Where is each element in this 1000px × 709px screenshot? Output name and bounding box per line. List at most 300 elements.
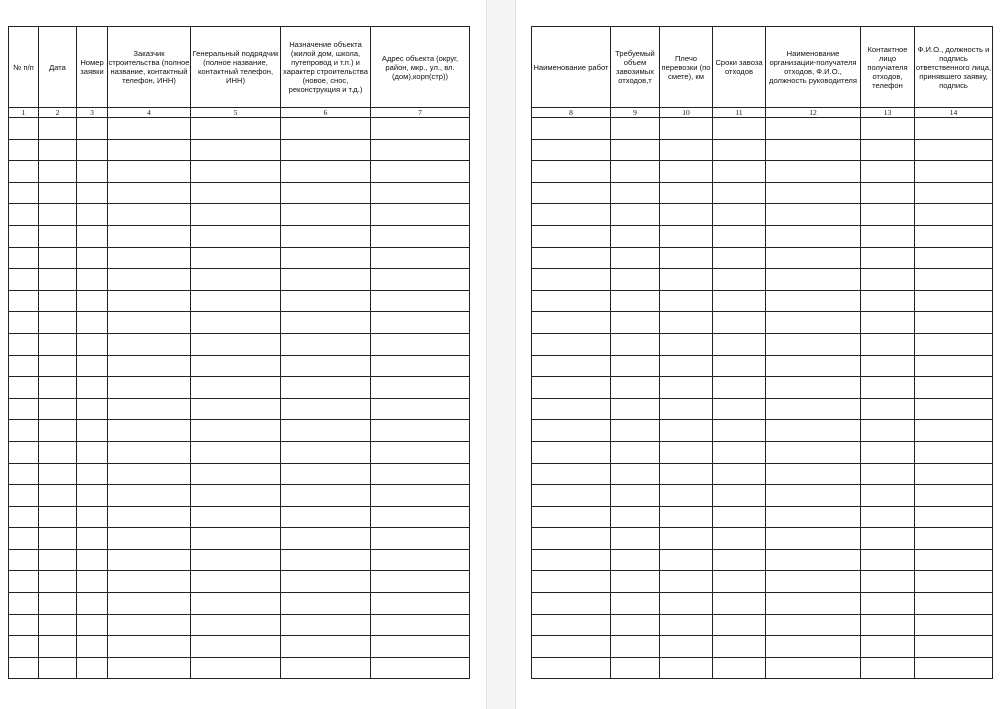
ledger-cell[interactable] bbox=[9, 657, 39, 679]
ledger-cell[interactable] bbox=[371, 571, 470, 593]
ledger-cell[interactable] bbox=[915, 528, 993, 550]
ledger-cell[interactable] bbox=[861, 139, 915, 161]
ledger-cell[interactable] bbox=[108, 269, 191, 291]
ledger-cell[interactable] bbox=[77, 355, 108, 377]
ledger-cell[interactable] bbox=[191, 377, 281, 399]
ledger-cell[interactable] bbox=[861, 118, 915, 140]
ledger-cell[interactable] bbox=[713, 593, 766, 615]
ledger-cell[interactable] bbox=[108, 528, 191, 550]
ledger-cell[interactable] bbox=[191, 636, 281, 658]
ledger-cell[interactable] bbox=[766, 204, 861, 226]
ledger-cell[interactable] bbox=[108, 333, 191, 355]
ledger-cell[interactable] bbox=[915, 225, 993, 247]
ledger-cell[interactable] bbox=[108, 441, 191, 463]
ledger-cell[interactable] bbox=[660, 161, 713, 183]
ledger-cell[interactable] bbox=[77, 485, 108, 507]
ledger-cell[interactable] bbox=[39, 657, 77, 679]
ledger-cell[interactable] bbox=[861, 420, 915, 442]
ledger-cell[interactable] bbox=[108, 485, 191, 507]
ledger-cell[interactable] bbox=[191, 398, 281, 420]
ledger-cell[interactable] bbox=[281, 312, 371, 334]
ledger-cell[interactable] bbox=[861, 441, 915, 463]
ledger-cell[interactable] bbox=[9, 118, 39, 140]
ledger-cell[interactable] bbox=[77, 614, 108, 636]
ledger-cell[interactable] bbox=[713, 333, 766, 355]
ledger-cell[interactable] bbox=[532, 636, 611, 658]
ledger-cell[interactable] bbox=[9, 355, 39, 377]
ledger-cell[interactable] bbox=[191, 225, 281, 247]
ledger-cell[interactable] bbox=[915, 571, 993, 593]
ledger-cell[interactable] bbox=[660, 614, 713, 636]
ledger-cell[interactable] bbox=[77, 593, 108, 615]
ledger-cell[interactable] bbox=[39, 593, 77, 615]
ledger-cell[interactable] bbox=[371, 161, 470, 183]
ledger-cell[interactable] bbox=[281, 636, 371, 658]
ledger-cell[interactable] bbox=[861, 290, 915, 312]
ledger-cell[interactable] bbox=[281, 161, 371, 183]
ledger-cell[interactable] bbox=[713, 549, 766, 571]
ledger-cell[interactable] bbox=[713, 377, 766, 399]
ledger-cell[interactable] bbox=[766, 139, 861, 161]
ledger-cell[interactable] bbox=[108, 463, 191, 485]
ledger-cell[interactable] bbox=[281, 377, 371, 399]
ledger-cell[interactable] bbox=[915, 420, 993, 442]
ledger-cell[interactable] bbox=[766, 506, 861, 528]
ledger-cell[interactable] bbox=[611, 204, 660, 226]
ledger-cell[interactable] bbox=[281, 204, 371, 226]
ledger-cell[interactable] bbox=[191, 269, 281, 291]
ledger-cell[interactable] bbox=[915, 549, 993, 571]
ledger-cell[interactable] bbox=[9, 463, 39, 485]
ledger-cell[interactable] bbox=[191, 355, 281, 377]
ledger-cell[interactable] bbox=[9, 398, 39, 420]
ledger-cell[interactable] bbox=[660, 377, 713, 399]
ledger-cell[interactable] bbox=[861, 312, 915, 334]
ledger-cell[interactable] bbox=[371, 139, 470, 161]
ledger-cell[interactable] bbox=[766, 182, 861, 204]
ledger-cell[interactable] bbox=[861, 528, 915, 550]
ledger-cell[interactable] bbox=[39, 463, 77, 485]
ledger-cell[interactable] bbox=[39, 420, 77, 442]
ledger-cell[interactable] bbox=[532, 355, 611, 377]
ledger-cell[interactable] bbox=[191, 549, 281, 571]
ledger-cell[interactable] bbox=[660, 571, 713, 593]
ledger-cell[interactable] bbox=[660, 182, 713, 204]
ledger-cell[interactable] bbox=[9, 139, 39, 161]
ledger-cell[interactable] bbox=[861, 571, 915, 593]
ledger-cell[interactable] bbox=[281, 657, 371, 679]
ledger-cell[interactable] bbox=[660, 204, 713, 226]
ledger-cell[interactable] bbox=[39, 506, 77, 528]
ledger-cell[interactable] bbox=[9, 377, 39, 399]
ledger-cell[interactable] bbox=[660, 118, 713, 140]
ledger-cell[interactable] bbox=[611, 139, 660, 161]
ledger-cell[interactable] bbox=[532, 485, 611, 507]
ledger-cell[interactable] bbox=[371, 118, 470, 140]
ledger-cell[interactable] bbox=[39, 182, 77, 204]
ledger-cell[interactable] bbox=[9, 161, 39, 183]
ledger-cell[interactable] bbox=[660, 290, 713, 312]
ledger-cell[interactable] bbox=[371, 506, 470, 528]
ledger-cell[interactable] bbox=[191, 118, 281, 140]
ledger-cell[interactable] bbox=[39, 355, 77, 377]
ledger-cell[interactable] bbox=[371, 333, 470, 355]
ledger-cell[interactable] bbox=[861, 355, 915, 377]
ledger-cell[interactable] bbox=[77, 549, 108, 571]
ledger-cell[interactable] bbox=[713, 139, 766, 161]
ledger-cell[interactable] bbox=[77, 636, 108, 658]
ledger-cell[interactable] bbox=[915, 485, 993, 507]
ledger-cell[interactable] bbox=[532, 161, 611, 183]
ledger-cell[interactable] bbox=[532, 312, 611, 334]
ledger-cell[interactable] bbox=[766, 528, 861, 550]
ledger-cell[interactable] bbox=[611, 657, 660, 679]
ledger-cell[interactable] bbox=[915, 269, 993, 291]
ledger-cell[interactable] bbox=[191, 485, 281, 507]
ledger-cell[interactable] bbox=[766, 549, 861, 571]
ledger-cell[interactable] bbox=[861, 593, 915, 615]
ledger-cell[interactable] bbox=[766, 333, 861, 355]
ledger-cell[interactable] bbox=[371, 247, 470, 269]
ledger-cell[interactable] bbox=[108, 657, 191, 679]
ledger-cell[interactable] bbox=[191, 657, 281, 679]
ledger-cell[interactable] bbox=[532, 657, 611, 679]
ledger-cell[interactable] bbox=[861, 269, 915, 291]
ledger-cell[interactable] bbox=[915, 593, 993, 615]
ledger-cell[interactable] bbox=[766, 355, 861, 377]
ledger-cell[interactable] bbox=[766, 290, 861, 312]
ledger-cell[interactable] bbox=[861, 204, 915, 226]
ledger-cell[interactable] bbox=[108, 549, 191, 571]
ledger-cell[interactable] bbox=[915, 118, 993, 140]
ledger-cell[interactable] bbox=[660, 549, 713, 571]
ledger-cell[interactable] bbox=[281, 398, 371, 420]
ledger-cell[interactable] bbox=[9, 225, 39, 247]
ledger-cell[interactable] bbox=[281, 225, 371, 247]
ledger-cell[interactable] bbox=[915, 355, 993, 377]
ledger-cell[interactable] bbox=[713, 657, 766, 679]
ledger-cell[interactable] bbox=[77, 398, 108, 420]
ledger-cell[interactable] bbox=[281, 485, 371, 507]
ledger-cell[interactable] bbox=[861, 333, 915, 355]
ledger-cell[interactable] bbox=[611, 463, 660, 485]
ledger-cell[interactable] bbox=[766, 571, 861, 593]
ledger-cell[interactable] bbox=[191, 204, 281, 226]
ledger-cell[interactable] bbox=[713, 355, 766, 377]
ledger-cell[interactable] bbox=[532, 549, 611, 571]
ledger-cell[interactable] bbox=[9, 204, 39, 226]
ledger-cell[interactable] bbox=[108, 377, 191, 399]
ledger-cell[interactable] bbox=[9, 636, 39, 658]
ledger-cell[interactable] bbox=[713, 182, 766, 204]
ledger-cell[interactable] bbox=[611, 225, 660, 247]
ledger-cell[interactable] bbox=[39, 571, 77, 593]
ledger-cell[interactable] bbox=[281, 506, 371, 528]
ledger-cell[interactable] bbox=[611, 333, 660, 355]
ledger-cell[interactable] bbox=[371, 204, 470, 226]
ledger-cell[interactable] bbox=[371, 398, 470, 420]
ledger-cell[interactable] bbox=[611, 441, 660, 463]
ledger-cell[interactable] bbox=[281, 290, 371, 312]
ledger-cell[interactable] bbox=[766, 485, 861, 507]
ledger-cell[interactable] bbox=[532, 269, 611, 291]
ledger-cell[interactable] bbox=[39, 636, 77, 658]
ledger-cell[interactable] bbox=[9, 182, 39, 204]
ledger-cell[interactable] bbox=[861, 247, 915, 269]
ledger-cell[interactable] bbox=[611, 355, 660, 377]
ledger-cell[interactable] bbox=[660, 528, 713, 550]
ledger-cell[interactable] bbox=[660, 593, 713, 615]
ledger-cell[interactable] bbox=[713, 269, 766, 291]
ledger-cell[interactable] bbox=[532, 463, 611, 485]
ledger-cell[interactable] bbox=[766, 398, 861, 420]
ledger-cell[interactable] bbox=[191, 593, 281, 615]
ledger-cell[interactable] bbox=[861, 549, 915, 571]
ledger-cell[interactable] bbox=[108, 355, 191, 377]
ledger-cell[interactable] bbox=[611, 182, 660, 204]
ledger-cell[interactable] bbox=[191, 441, 281, 463]
ledger-cell[interactable] bbox=[191, 182, 281, 204]
ledger-cell[interactable] bbox=[191, 571, 281, 593]
ledger-cell[interactable] bbox=[77, 269, 108, 291]
ledger-cell[interactable] bbox=[371, 657, 470, 679]
ledger-cell[interactable] bbox=[611, 377, 660, 399]
ledger-cell[interactable] bbox=[371, 420, 470, 442]
ledger-cell[interactable] bbox=[713, 636, 766, 658]
ledger-cell[interactable] bbox=[660, 398, 713, 420]
ledger-cell[interactable] bbox=[108, 312, 191, 334]
ledger-cell[interactable] bbox=[371, 182, 470, 204]
ledger-cell[interactable] bbox=[281, 571, 371, 593]
ledger-cell[interactable] bbox=[9, 420, 39, 442]
ledger-cell[interactable] bbox=[39, 549, 77, 571]
ledger-cell[interactable] bbox=[766, 593, 861, 615]
ledger-cell[interactable] bbox=[660, 355, 713, 377]
ledger-cell[interactable] bbox=[532, 528, 611, 550]
ledger-cell[interactable] bbox=[281, 247, 371, 269]
ledger-cell[interactable] bbox=[39, 614, 77, 636]
ledger-cell[interactable] bbox=[9, 549, 39, 571]
ledger-cell[interactable] bbox=[915, 377, 993, 399]
ledger-cell[interactable] bbox=[191, 290, 281, 312]
ledger-cell[interactable] bbox=[281, 614, 371, 636]
ledger-cell[interactable] bbox=[861, 161, 915, 183]
ledger-cell[interactable] bbox=[9, 441, 39, 463]
ledger-cell[interactable] bbox=[766, 225, 861, 247]
ledger-cell[interactable] bbox=[371, 377, 470, 399]
ledger-cell[interactable] bbox=[9, 614, 39, 636]
ledger-cell[interactable] bbox=[108, 290, 191, 312]
ledger-cell[interactable] bbox=[191, 614, 281, 636]
ledger-cell[interactable] bbox=[861, 463, 915, 485]
ledger-cell[interactable] bbox=[766, 441, 861, 463]
ledger-cell[interactable] bbox=[611, 571, 660, 593]
ledger-cell[interactable] bbox=[371, 269, 470, 291]
ledger-cell[interactable] bbox=[281, 463, 371, 485]
ledger-cell[interactable] bbox=[766, 463, 861, 485]
ledger-cell[interactable] bbox=[39, 290, 77, 312]
ledger-cell[interactable] bbox=[766, 312, 861, 334]
ledger-cell[interactable] bbox=[371, 485, 470, 507]
ledger-cell[interactable] bbox=[660, 657, 713, 679]
ledger-cell[interactable] bbox=[611, 506, 660, 528]
ledger-cell[interactable] bbox=[108, 118, 191, 140]
ledger-cell[interactable] bbox=[861, 614, 915, 636]
ledger-cell[interactable] bbox=[713, 118, 766, 140]
ledger-cell[interactable] bbox=[660, 225, 713, 247]
ledger-cell[interactable] bbox=[713, 225, 766, 247]
ledger-cell[interactable] bbox=[39, 139, 77, 161]
ledger-cell[interactable] bbox=[915, 441, 993, 463]
ledger-cell[interactable] bbox=[915, 139, 993, 161]
ledger-cell[interactable] bbox=[532, 225, 611, 247]
ledger-cell[interactable] bbox=[766, 636, 861, 658]
ledger-cell[interactable] bbox=[77, 441, 108, 463]
ledger-cell[interactable] bbox=[766, 614, 861, 636]
ledger-cell[interactable] bbox=[915, 333, 993, 355]
ledger-cell[interactable] bbox=[611, 420, 660, 442]
ledger-cell[interactable] bbox=[532, 333, 611, 355]
ledger-cell[interactable] bbox=[611, 636, 660, 658]
ledger-cell[interactable] bbox=[660, 420, 713, 442]
ledger-cell[interactable] bbox=[191, 247, 281, 269]
ledger-cell[interactable] bbox=[281, 333, 371, 355]
ledger-cell[interactable] bbox=[766, 269, 861, 291]
ledger-cell[interactable] bbox=[281, 528, 371, 550]
ledger-cell[interactable] bbox=[9, 485, 39, 507]
ledger-cell[interactable] bbox=[713, 247, 766, 269]
ledger-cell[interactable] bbox=[39, 312, 77, 334]
ledger-cell[interactable] bbox=[371, 528, 470, 550]
ledger-cell[interactable] bbox=[77, 571, 108, 593]
ledger-cell[interactable] bbox=[39, 398, 77, 420]
ledger-cell[interactable] bbox=[9, 571, 39, 593]
ledger-cell[interactable] bbox=[660, 506, 713, 528]
ledger-cell[interactable] bbox=[191, 333, 281, 355]
ledger-cell[interactable] bbox=[39, 377, 77, 399]
ledger-cell[interactable] bbox=[108, 636, 191, 658]
ledger-cell[interactable] bbox=[713, 398, 766, 420]
ledger-cell[interactable] bbox=[861, 377, 915, 399]
ledger-cell[interactable] bbox=[532, 118, 611, 140]
ledger-cell[interactable] bbox=[532, 506, 611, 528]
ledger-cell[interactable] bbox=[532, 182, 611, 204]
ledger-cell[interactable] bbox=[108, 247, 191, 269]
ledger-cell[interactable] bbox=[766, 377, 861, 399]
ledger-cell[interactable] bbox=[77, 657, 108, 679]
ledger-cell[interactable] bbox=[371, 312, 470, 334]
ledger-cell[interactable] bbox=[611, 118, 660, 140]
ledger-cell[interactable] bbox=[108, 225, 191, 247]
ledger-cell[interactable] bbox=[713, 312, 766, 334]
ledger-cell[interactable] bbox=[39, 333, 77, 355]
ledger-cell[interactable] bbox=[9, 312, 39, 334]
ledger-cell[interactable] bbox=[611, 485, 660, 507]
ledger-cell[interactable] bbox=[281, 441, 371, 463]
ledger-cell[interactable] bbox=[713, 161, 766, 183]
ledger-cell[interactable] bbox=[861, 398, 915, 420]
ledger-cell[interactable] bbox=[281, 593, 371, 615]
ledger-cell[interactable] bbox=[191, 139, 281, 161]
ledger-cell[interactable] bbox=[915, 463, 993, 485]
ledger-cell[interactable] bbox=[371, 441, 470, 463]
ledger-cell[interactable] bbox=[77, 290, 108, 312]
ledger-cell[interactable] bbox=[281, 420, 371, 442]
ledger-cell[interactable] bbox=[660, 333, 713, 355]
ledger-cell[interactable] bbox=[39, 528, 77, 550]
ledger-cell[interactable] bbox=[713, 441, 766, 463]
ledger-cell[interactable] bbox=[281, 182, 371, 204]
ledger-cell[interactable] bbox=[660, 312, 713, 334]
ledger-cell[interactable] bbox=[191, 420, 281, 442]
ledger-cell[interactable] bbox=[660, 269, 713, 291]
ledger-cell[interactable] bbox=[660, 485, 713, 507]
ledger-cell[interactable] bbox=[713, 571, 766, 593]
ledger-cell[interactable] bbox=[191, 161, 281, 183]
ledger-cell[interactable] bbox=[39, 247, 77, 269]
ledger-cell[interactable] bbox=[861, 225, 915, 247]
ledger-cell[interactable] bbox=[77, 118, 108, 140]
ledger-cell[interactable] bbox=[371, 463, 470, 485]
ledger-cell[interactable] bbox=[713, 528, 766, 550]
ledger-cell[interactable] bbox=[766, 118, 861, 140]
ledger-cell[interactable] bbox=[532, 204, 611, 226]
ledger-cell[interactable] bbox=[915, 182, 993, 204]
ledger-cell[interactable] bbox=[713, 485, 766, 507]
ledger-cell[interactable] bbox=[281, 139, 371, 161]
ledger-cell[interactable] bbox=[861, 636, 915, 658]
ledger-cell[interactable] bbox=[660, 441, 713, 463]
ledger-cell[interactable] bbox=[766, 161, 861, 183]
ledger-cell[interactable] bbox=[77, 139, 108, 161]
ledger-cell[interactable] bbox=[108, 398, 191, 420]
ledger-cell[interactable] bbox=[371, 593, 470, 615]
ledger-cell[interactable] bbox=[713, 506, 766, 528]
ledger-cell[interactable] bbox=[9, 269, 39, 291]
ledger-cell[interactable] bbox=[39, 485, 77, 507]
ledger-cell[interactable] bbox=[611, 549, 660, 571]
ledger-cell[interactable] bbox=[915, 204, 993, 226]
ledger-cell[interactable] bbox=[108, 161, 191, 183]
ledger-cell[interactable] bbox=[108, 593, 191, 615]
ledger-cell[interactable] bbox=[611, 528, 660, 550]
ledger-cell[interactable] bbox=[108, 204, 191, 226]
ledger-cell[interactable] bbox=[77, 463, 108, 485]
ledger-cell[interactable] bbox=[915, 312, 993, 334]
ledger-cell[interactable] bbox=[532, 593, 611, 615]
ledger-cell[interactable] bbox=[861, 506, 915, 528]
ledger-cell[interactable] bbox=[39, 204, 77, 226]
ledger-cell[interactable] bbox=[77, 377, 108, 399]
ledger-cell[interactable] bbox=[108, 506, 191, 528]
ledger-cell[interactable] bbox=[915, 657, 993, 679]
ledger-cell[interactable] bbox=[861, 657, 915, 679]
ledger-cell[interactable] bbox=[532, 290, 611, 312]
ledger-cell[interactable] bbox=[39, 225, 77, 247]
ledger-cell[interactable] bbox=[9, 528, 39, 550]
ledger-cell[interactable] bbox=[191, 506, 281, 528]
ledger-cell[interactable] bbox=[191, 463, 281, 485]
ledger-cell[interactable] bbox=[532, 139, 611, 161]
ledger-cell[interactable] bbox=[660, 463, 713, 485]
ledger-cell[interactable] bbox=[915, 614, 993, 636]
ledger-cell[interactable] bbox=[281, 355, 371, 377]
ledger-cell[interactable] bbox=[915, 290, 993, 312]
ledger-cell[interactable] bbox=[766, 247, 861, 269]
ledger-cell[interactable] bbox=[9, 333, 39, 355]
ledger-cell[interactable] bbox=[9, 506, 39, 528]
ledger-cell[interactable] bbox=[108, 139, 191, 161]
